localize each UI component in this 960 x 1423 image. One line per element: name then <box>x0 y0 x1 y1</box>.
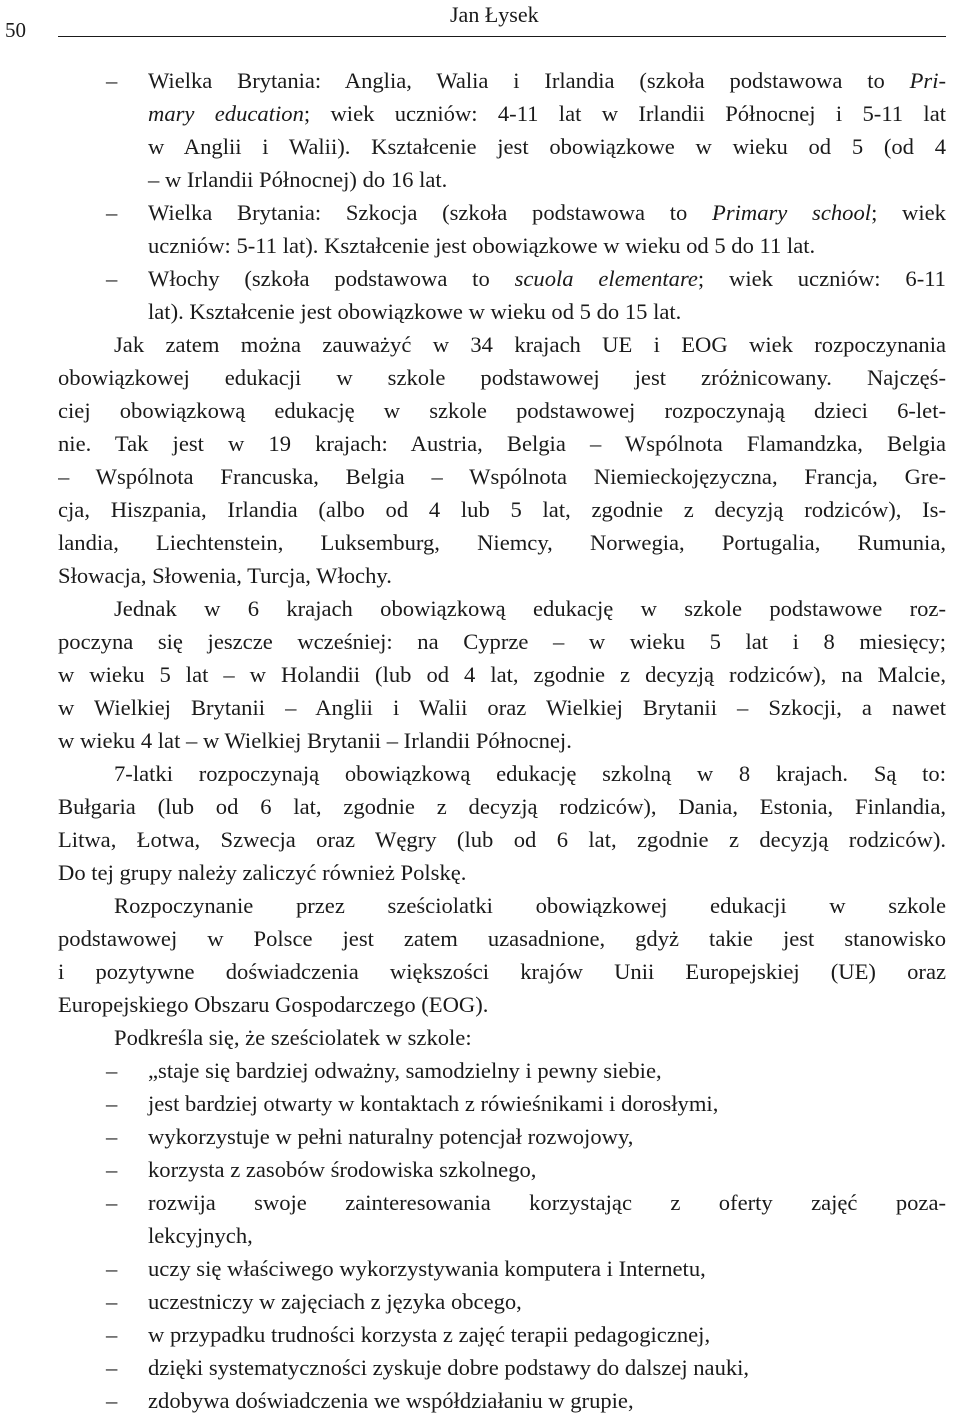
text-line <box>58 823 946 856</box>
list-dash: – <box>106 1124 118 1149</box>
text-run: ; wiek uczniów: 6-11 <box>697 266 946 291</box>
text-run: w wieku 5 lat – w Holandii (lub od 4 lat, zgodnie z decyzją rodziców), na Malcie, <box>58 662 946 687</box>
text-run: dzięki systematyczności zyskuje dobre podstawy do dalszej nauki, <box>148 1355 750 1380</box>
header-rule <box>58 36 946 37</box>
text-run: Podkreśla się, że sześciolatek w szkole: <box>114 1025 472 1050</box>
text-line <box>58 1285 946 1318</box>
list-dash: – <box>106 1355 118 1380</box>
text-line <box>58 625 946 658</box>
text-run: Do tej grupy należy zaliczyć również Polskę. <box>58 860 467 885</box>
text-line <box>58 1120 946 1153</box>
text-line <box>58 394 946 427</box>
text-run: ; wiek uczniów: 4-11 lat w Irlandii Północnej i 5-11 lat <box>303 101 946 126</box>
text-line <box>58 592 946 625</box>
text-line <box>58 130 946 163</box>
list-dash: – <box>106 1322 118 1347</box>
text-line <box>58 1318 946 1351</box>
text-run: uczniów: 5-11 lat). Kształcenie jest obowiązkowe w wieku od 5 do 11 lat. <box>148 233 816 258</box>
text-line <box>58 1087 946 1120</box>
list-dash: – <box>106 1091 118 1116</box>
italic-term: Pri- <box>909 68 946 93</box>
text-line <box>58 1219 946 1252</box>
text-run: Litwa, Łotwa, Szwecja oraz Węgry (lub od 6 lat, zgodnie z decyzją rodziców). <box>58 827 946 852</box>
italic-term: mary education <box>148 101 304 126</box>
text-line <box>58 1153 946 1186</box>
text-run: uczy się właściwego wykorzystywania komputera i Internetu, <box>148 1256 706 1281</box>
text-run: w wieku 4 lat – w Wielkiej Brytanii – Irlandii Północnej. <box>58 728 572 753</box>
text-line <box>58 1186 946 1219</box>
text-line <box>58 427 946 460</box>
text-run: cja, Hiszpania, Irlandia (albo od 4 lub 5 lat, zgodnie z decyzją rodziców), Is- <box>58 497 946 522</box>
text-line <box>58 757 946 790</box>
text-line <box>58 955 946 988</box>
text-run: podstawowej w Polsce jest zatem uzasadnione, gdyż takie jest stanowisko <box>58 926 946 951</box>
text-line <box>58 1384 946 1417</box>
text-line <box>58 196 946 229</box>
text-line <box>58 328 946 361</box>
text-run: uczestniczy w zajęciach z języka obcego, <box>148 1289 522 1314</box>
text-run: ciej obowiązkową edukację w szkole podstawowej rozpoczynają dzieci 6-let- <box>58 398 946 423</box>
text-line <box>58 97 946 130</box>
text-run: w Wielkiej Brytanii – Anglii i Walii oraz Wielkiej Brytanii – Szkocji, a nawet <box>58 695 946 720</box>
text-run: Włochy (szkoła podstawowa to <box>148 266 515 291</box>
text-line <box>58 922 946 955</box>
text-line <box>58 460 946 493</box>
text-run: Europejskiego Obszaru Gospodarczego (EOG). <box>58 992 489 1017</box>
text-line <box>58 1021 946 1054</box>
text-run: Wielka Brytania: Anglia, Walia i Irlandia (szkoła podstawowa to <box>148 68 910 93</box>
text-line <box>58 1054 946 1087</box>
body-text <box>58 64 946 1417</box>
page-number: 50 <box>5 18 26 42</box>
text-line <box>58 526 946 559</box>
running-head: Jan Łysek <box>450 2 539 27</box>
text-run: – Wspólnota Francuska, Belgia – Wspólnota Niemieckojęzyczna, Francja, Gre- <box>58 464 946 489</box>
text-run: Jednak w 6 krajach obowiązkową edukację w szkole podstawowe roz- <box>114 596 946 621</box>
list-dash: – <box>106 68 118 93</box>
text-run: nie. Tak jest w 19 krajach: Austria, Belgia – Wspólnota Flamandzka, Belgia <box>58 431 946 456</box>
list-dash: – <box>106 266 118 291</box>
text-run: 7-latki rozpoczynają obowiązkową edukację szkolną w 8 krajach. Są to: <box>114 761 946 786</box>
text-line <box>58 493 946 526</box>
text-run: korzysta z zasobów środowiska szkolnego, <box>148 1157 537 1182</box>
list-dash: – <box>106 1157 118 1182</box>
text-run: obowiązkowej edukacji w szkole podstawowej jest zróżnicowany. Najczęś- <box>58 365 946 390</box>
list-dash: – <box>106 200 118 225</box>
text-run: rozwija swoje zainteresowania korzystając z oferty zajęć poza- <box>148 1190 946 1215</box>
text-run: Wielka Brytania: Szkocja (szkoła podstawowa to <box>148 200 713 225</box>
text-run: Słowacja, Słowenia, Turcja, Włochy. <box>58 563 392 588</box>
text-line <box>58 262 946 295</box>
list-dash: – <box>106 1256 118 1281</box>
text-run: Bułgaria (lub od 6 lat, zgodnie z decyzją rodziców), Dania, Estonia, Finlandia, <box>58 794 946 819</box>
text-line <box>58 559 946 592</box>
text-run: lat). Kształcenie jest obowiązkowe w wieku od 5 do 15 lat. <box>148 299 682 324</box>
text-run: jest bardziej otwarty w kontaktach z rówieśnikami i dorosłymi, <box>148 1091 719 1116</box>
italic-term: Primary school <box>712 200 872 225</box>
list-dash: – <box>106 1058 118 1083</box>
text-line <box>58 889 946 922</box>
text-line <box>58 1252 946 1285</box>
list-dash: – <box>106 1190 118 1215</box>
text-run: „staje się bardziej odważny, samodzielny i pewny siebie, <box>148 1058 662 1083</box>
text-line <box>58 163 946 196</box>
text-run: poczyna się jeszcze wcześniej: na Cyprze – w wieku 5 lat i 8 miesięcy; <box>58 629 946 654</box>
text-run: lekcyjnych, <box>148 1223 253 1248</box>
text-line <box>58 724 946 757</box>
text-line <box>58 295 946 328</box>
text-run: w przypadku trudności korzysta z zajęć terapii pedagogicznej, <box>148 1322 711 1347</box>
text-run: ; wiek <box>871 200 946 225</box>
text-run: Jak zatem można zauważyć w 34 krajach UE i EOG wiek rozpoczynania <box>114 332 946 357</box>
text-line <box>58 64 946 97</box>
text-run: w Anglii i Walii). Kształcenie jest obowiązkowe w wieku od 5 (od 4 <box>148 134 946 159</box>
text-run: i pozytywne doświadczenia większości krajów Unii Europejskiej (UE) oraz <box>58 959 946 984</box>
text-run: zdobywa doświadczenia we współdziałaniu w grupie, <box>148 1388 634 1413</box>
text-line <box>58 658 946 691</box>
text-line <box>58 1351 946 1384</box>
text-run: – w Irlandii Północnej) do 16 lat. <box>148 167 448 192</box>
text-line <box>58 856 946 889</box>
list-dash: – <box>106 1289 118 1314</box>
text-line <box>58 790 946 823</box>
text-line <box>58 229 946 262</box>
text-line <box>58 691 946 724</box>
text-line <box>58 361 946 394</box>
text-run: landia, Liechtenstein, Luksemburg, Niemcy, Norwegia, Portugalia, Rumunia, <box>58 530 946 555</box>
text-run: Rozpoczynanie przez sześciolatki obowiązkowej edukacji w szkole <box>114 893 946 918</box>
text-line <box>58 988 946 1021</box>
text-run: wykorzystuje w pełni naturalny potencjał rozwojowy, <box>148 1124 634 1149</box>
italic-term: scuola elementare <box>514 266 698 291</box>
list-dash: – <box>106 1388 118 1413</box>
